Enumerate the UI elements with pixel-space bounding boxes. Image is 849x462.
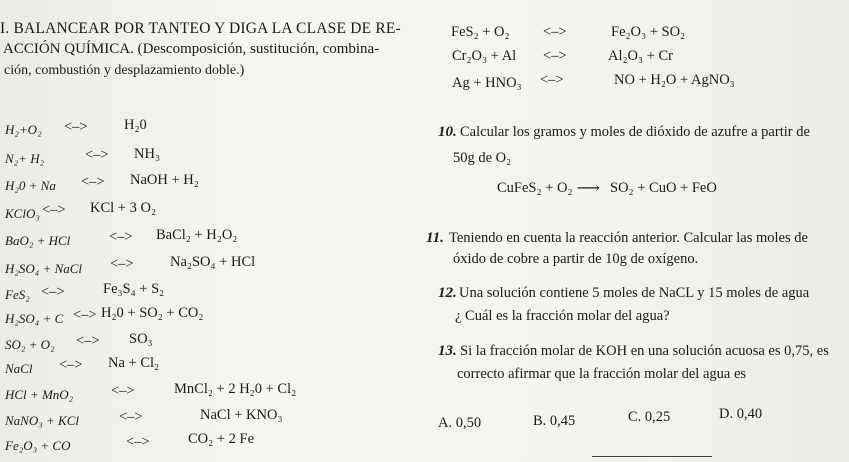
equation-arrow: <–> (543, 48, 567, 64)
question-text-line-1: Teniendo en cuenta la reacción anterior. Calcular las moles de (449, 230, 808, 246)
option-value: 0,45 (549, 413, 576, 429)
equation-reactants: H₂SO₄ + NaCl (5, 261, 83, 276)
instructions-line-1: I. BALANCEAR POR TANTEO Y DIGA LA CLASE DE RE- (0, 20, 401, 37)
equation-products: Fe₃S₄ + S₂ (103, 281, 165, 297)
option-letter: C. (628, 409, 642, 425)
option-letter: D. (719, 406, 734, 422)
equation-arrow: <–> (85, 147, 109, 163)
equation-reactants: Fe₂O₃ + CO (5, 438, 71, 453)
equation-arrow: <–> (543, 24, 567, 40)
equation-arrow: <–> (109, 229, 133, 245)
option-b[interactable] (533, 413, 575, 430)
equation-reactants: H₂+O₂ (5, 122, 42, 137)
instructions-line-3: ción, combustión y desplazamiento doble.) (4, 63, 245, 78)
equation-products: NO + H₂O + AgNO₃ (614, 72, 735, 88)
instructions-line-2: ACCIÓN QUÍMICA. (Descomposición, sustitución, combina- (3, 41, 380, 57)
equation-reactants: HCl + MnO₂ (5, 387, 74, 402)
option-value: 0,50 (455, 415, 482, 431)
question-text-line-2: ¿ Cuál es la fracción molar del agua? (455, 308, 670, 324)
option-value: 0,40 (736, 406, 763, 422)
option-d[interactable] (719, 406, 762, 423)
equation-arrow: <–> (110, 256, 134, 272)
reaction-reactants: CuFeS₂ + O₂ (497, 180, 573, 196)
equation-reactants: NaCl (5, 361, 33, 376)
equation-products: H₂0 + SO₂ + CO₂ (101, 305, 204, 321)
question-text-line-1: Si la fracción molar de KOH en una solución acuosa es 0,75, es (460, 343, 829, 359)
equation-reactants: N₂+ H₂ (5, 151, 45, 166)
equation-products: H₂0 (124, 117, 147, 133)
equation-reactants: FeS₂ + O₂ (451, 24, 510, 40)
question-number: 11. (426, 230, 444, 246)
equation-reactants: NaNO₃ + KCl (5, 413, 79, 428)
equation-products: Fe₂O₃ + SO₂ (611, 24, 686, 40)
equation-reactants: KClO₃ (5, 206, 40, 221)
question-number: 13. (438, 343, 457, 359)
equation-products: KCl + 3 O₂ (90, 200, 157, 216)
question-text-line-2: óxido de cobre a partir de 10g de oxígeno. (453, 251, 699, 267)
equation-arrow: <–> (126, 434, 150, 450)
equation-products: Na₂SO₄ + HCl (170, 254, 256, 270)
reaction-products: SO₂ + CuO + FeO (610, 180, 717, 196)
equation-arrow: <–> (111, 383, 135, 399)
equation-reactants: FeS₂ (5, 287, 30, 302)
equation-reactants: Cr₂O₃ + Al (452, 48, 517, 64)
equation-arrow: <–> (41, 284, 65, 300)
equation-reactants: H₂SO₄ + C (5, 311, 64, 326)
divider-line (592, 456, 712, 457)
equation-arrow: <–> (64, 119, 88, 135)
option-value: 0,25 (644, 409, 671, 425)
option-a[interactable] (438, 415, 481, 432)
question-number: 10. (438, 124, 457, 140)
equation-arrow: <–> (42, 202, 66, 218)
reaction-arrow: ⟶ (577, 180, 600, 197)
option-letter: B. (533, 413, 547, 429)
question-number: 12. (438, 285, 457, 301)
option-c[interactable] (628, 409, 670, 426)
equation-products: MnCl₂ + 2 H₂0 + Cl₂ (174, 381, 297, 397)
equation-products: Al₂O₃ + Cr (608, 48, 674, 64)
equation-reactants: H₂0 + Na (5, 178, 56, 193)
equation-reactants: Ag + HNO₃ (452, 75, 522, 91)
equation-products: SO₃ (129, 331, 153, 347)
equation-arrow: <–> (540, 72, 564, 88)
equation-arrow: <–> (119, 409, 143, 425)
equation-products: NaCl + KNO₃ (200, 407, 283, 423)
question-text: Calcular los gramos y moles de dióxido de azufre a partir de (460, 124, 810, 140)
equation-arrow: <–> (81, 174, 105, 190)
equation-arrow: <–> (73, 307, 97, 323)
equation-products: BaCl₂ + H₂O₂ (156, 227, 238, 243)
equation-products: NaOH + H₂ (130, 172, 199, 188)
question-given: 50g de O₂ (453, 150, 512, 166)
equation-products: Na + Cl₂ (108, 355, 160, 371)
question-text-line-2: correcto afirmar que la fracción molar del agua es (457, 366, 747, 382)
equation-arrow: <–> (76, 333, 100, 349)
equation-arrow: <–> (59, 357, 83, 373)
question-text-line-1: Una solución contiene 5 moles de NaCL y 15 moles de agua (459, 285, 810, 301)
equation-products: NH₃ (134, 146, 160, 162)
equation-products: CO₂ + 2 Fe (188, 431, 255, 447)
equation-reactants: SO₂ + O₂ (5, 337, 55, 352)
option-letter: A. (438, 415, 453, 431)
equation-reactants: BaO₂ + HCl (5, 233, 71, 248)
